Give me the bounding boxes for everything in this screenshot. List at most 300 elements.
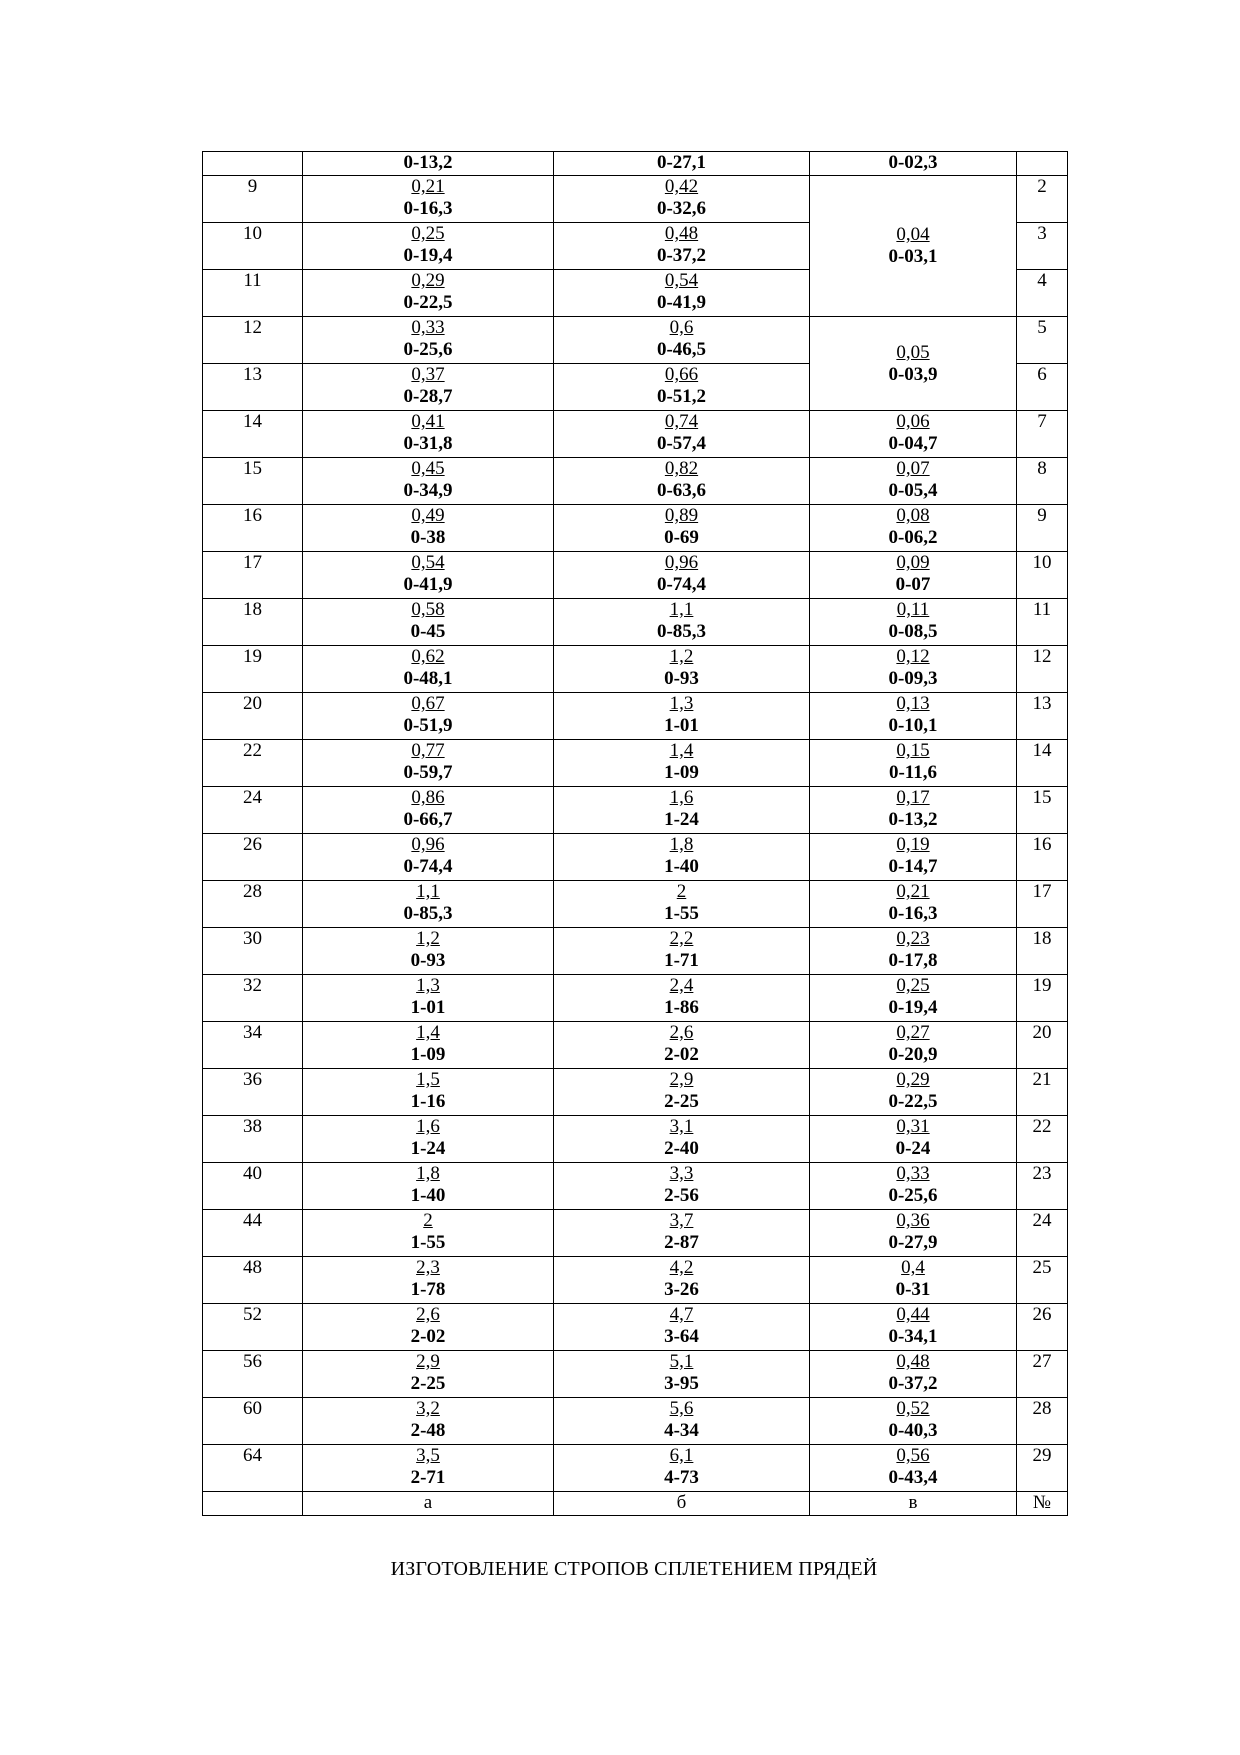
cell-value-underlined: 1,2 — [416, 928, 440, 949]
table-row — [203, 1304, 1068, 1351]
cell-value-underlined: 5,6 — [669, 1398, 694, 1419]
table-cell-diameter: 26 — [203, 834, 303, 881]
table-cell-a — [303, 458, 554, 505]
table-cell-diameter: 16 — [203, 505, 303, 552]
table-cell-number: 5 — [1017, 317, 1068, 364]
cell-value-underlined: 0,04 — [896, 224, 930, 245]
table-cell-v — [810, 834, 1017, 881]
table-row — [203, 693, 1068, 740]
table-cell-v — [810, 928, 1017, 975]
table-cell-number: 8 — [1017, 458, 1068, 505]
cell-value-underlined: 0,36 — [896, 1210, 930, 1231]
table-cell-diameter: 40 — [203, 1163, 303, 1210]
cell-value-bold: 0-28,7 — [403, 386, 453, 407]
cell-value-bold: 0-17,8 — [888, 950, 938, 971]
cell-value-underlined: 0,67 — [411, 693, 445, 714]
cell-value-underlined: 0,66 — [664, 364, 699, 385]
table-cell-a — [303, 1398, 554, 1445]
table-cell-number: 19 — [1017, 975, 1068, 1022]
column-label-number: № — [1017, 1492, 1068, 1516]
cell-value-underlined: 0,12 — [896, 646, 930, 667]
cell-value-bold: 1-16 — [410, 1091, 446, 1112]
cell-value-underlined: 0,49 — [411, 505, 445, 526]
cell-value-bold: 3-64 — [664, 1326, 699, 1347]
cell-value-bold: 0-41,9 — [656, 292, 707, 313]
table-row — [203, 1116, 1068, 1163]
cell-value-bold: 0-57,4 — [656, 433, 707, 454]
table-cell-b — [554, 458, 810, 505]
table-cell-b — [554, 975, 810, 1022]
cell-value-bold: 1-40 — [664, 856, 699, 877]
table-cell-v — [810, 1022, 1017, 1069]
table-cell-b — [554, 928, 810, 975]
cell-value-bold: 1-55 — [410, 1232, 446, 1253]
cell-value-bold: 0-59,7 — [403, 762, 453, 783]
cell-value-underlined: 0,37 — [411, 364, 445, 385]
table-row — [203, 834, 1068, 881]
cell-value-bold: 0-38 — [410, 527, 446, 548]
cell-value-underlined: 0,23 — [896, 928, 930, 949]
table-row — [203, 646, 1068, 693]
table-cell-a — [303, 646, 554, 693]
table-cell-number: 4 — [1017, 270, 1068, 317]
cell-value-underlined: 0,82 — [664, 458, 699, 479]
cell-value-bold: 0-08,5 — [888, 621, 938, 642]
cell-value-underlined: 3,7 — [669, 1210, 694, 1231]
cell-value-bold: 0-31,8 — [403, 433, 453, 454]
column-label-a: а — [303, 1492, 554, 1516]
column-label-v: в — [810, 1492, 1017, 1516]
table-cell-v — [810, 740, 1017, 787]
cell-value-bold: 0-74,4 — [403, 856, 453, 877]
table-cell-diameter: 36 — [203, 1069, 303, 1116]
table-row — [203, 928, 1068, 975]
cell-value-underlined: 0,29 — [896, 1069, 930, 1090]
cell-value-underlined: 2 — [676, 881, 687, 902]
table-cell-diameter: 12 — [203, 317, 303, 364]
cell-value-underlined: 0,89 — [664, 505, 699, 526]
table-cell-b — [554, 176, 810, 223]
cell-value-bold: 2-40 — [664, 1138, 699, 1159]
table-row — [203, 1210, 1068, 1257]
cell-value-bold: 0-07 — [895, 574, 931, 595]
table-cell-number: 10 — [1017, 552, 1068, 599]
cell-value-bold: 2-56 — [664, 1185, 699, 1206]
cell-value-bold: 0-16,3 — [888, 903, 938, 924]
cell-value-bold: 0-27,1 — [656, 152, 707, 173]
cell-value-bold: 0-74,4 — [656, 574, 707, 595]
cell-value-underlined: 3,1 — [669, 1116, 694, 1137]
table-cell-v-merged — [810, 317, 1017, 411]
table-cell-v — [810, 552, 1017, 599]
cell-value-bold: 2-02 — [664, 1044, 699, 1065]
table-cell-a — [303, 505, 554, 552]
table-cell-diameter: 48 — [203, 1257, 303, 1304]
cell-value-underlined: 0,09 — [896, 552, 930, 573]
table-cell-b — [554, 1304, 810, 1351]
cell-value-bold: 2-25 — [410, 1373, 446, 1394]
cell-value-underlined: 0,33 — [411, 317, 445, 338]
table-cell-a — [303, 1022, 554, 1069]
table-cell-diameter: 34 — [203, 1022, 303, 1069]
table-cell-number: 23 — [1017, 1163, 1068, 1210]
cell-value-underlined: 1,5 — [416, 1069, 440, 1090]
cell-value-bold: 1-09 — [410, 1044, 446, 1065]
cell-value-underlined: 0,25 — [411, 223, 445, 244]
rope-table — [202, 151, 1068, 1516]
table-cell-number: 17 — [1017, 881, 1068, 928]
table-cell-v — [810, 1257, 1017, 1304]
table-row — [203, 411, 1068, 458]
table-cell-v — [810, 1445, 1017, 1492]
cell-value-underlined: 1,2 — [669, 646, 694, 667]
table-cell-v — [810, 1116, 1017, 1163]
cell-value-bold: 0-69 — [664, 527, 699, 548]
table-cell-a — [303, 270, 554, 317]
cell-value-underlined: 0,54 — [411, 552, 445, 573]
table-cell-a — [303, 411, 554, 458]
table-cell-b — [554, 1022, 810, 1069]
cell-value-underlined: 0,41 — [411, 411, 445, 432]
cell-value-bold: 0-22,5 — [403, 292, 453, 313]
table-cell-a — [303, 1116, 554, 1163]
table-cell-b — [554, 411, 810, 458]
cell-value-underlined: 0,96 — [411, 834, 445, 855]
table-cell-diameter: 10 — [203, 223, 303, 270]
table-cell-v-merged — [810, 176, 1017, 317]
table-cell-diameter: 30 — [203, 928, 303, 975]
table-cell-number: 28 — [1017, 1398, 1068, 1445]
table-cell-a — [303, 740, 554, 787]
table-cell-a — [303, 223, 554, 270]
cell-value-bold: 0-93 — [410, 950, 446, 971]
cell-value-underlined: 3,3 — [669, 1163, 694, 1184]
cell-value-underlined: 1,1 — [669, 599, 694, 620]
table-cell-number: 29 — [1017, 1445, 1068, 1492]
cell-value-bold: 0-93 — [664, 668, 699, 689]
table-cell-b — [554, 270, 810, 317]
table-cell-v — [810, 975, 1017, 1022]
table-row — [203, 740, 1068, 787]
table-row — [203, 1257, 1068, 1304]
cell-value-underlined: 0,19 — [896, 834, 930, 855]
cell-value-underlined: 0,74 — [664, 411, 699, 432]
table-cell-diameter: 32 — [203, 975, 303, 1022]
table-cell-blank — [203, 1492, 303, 1516]
cell-value-underlined: 1,4 — [669, 740, 694, 761]
table-cell-v — [810, 1304, 1017, 1351]
table-row — [203, 458, 1068, 505]
cell-value-underlined: 0,54 — [664, 270, 699, 291]
table-cell-number: 6 — [1017, 364, 1068, 411]
table-cell-number: 15 — [1017, 787, 1068, 834]
table-cell-a — [303, 1304, 554, 1351]
cell-value-bold: 1-71 — [664, 950, 699, 971]
table-cell-b — [554, 646, 810, 693]
cell-value-underlined: 0,58 — [411, 599, 445, 620]
table-cell-b — [554, 1163, 810, 1210]
table-cell-v — [810, 1398, 1017, 1445]
table-cell-b — [554, 787, 810, 834]
table-cell-a — [303, 152, 554, 176]
cell-value-bold: 0-34,1 — [888, 1326, 938, 1347]
cell-value-bold: 0-63,6 — [656, 480, 707, 501]
cell-value-bold: 0-14,7 — [888, 856, 938, 877]
table-cell-a — [303, 928, 554, 975]
table-cell-number: 21 — [1017, 1069, 1068, 1116]
table-cell-b — [554, 1445, 810, 1492]
cell-value-bold: 0-66,7 — [403, 809, 453, 830]
cell-value-underlined: 1,1 — [416, 881, 440, 902]
table-cell-diameter: 52 — [203, 1304, 303, 1351]
table-row — [203, 552, 1068, 599]
table-cell-b — [554, 505, 810, 552]
cell-value-underlined: 2,9 — [669, 1069, 694, 1090]
table-cell-a — [303, 787, 554, 834]
table-cell-b — [554, 599, 810, 646]
cell-value-bold: 3-26 — [664, 1279, 699, 1300]
cell-value-bold: 4-34 — [664, 1420, 699, 1441]
table-row — [203, 1069, 1068, 1116]
table-cell-number: 22 — [1017, 1116, 1068, 1163]
table-cell-b — [554, 834, 810, 881]
cell-value-underlined: 0,21 — [411, 176, 445, 197]
cell-value-underlined: 0,45 — [411, 458, 445, 479]
cell-value-underlined: 0,48 — [664, 223, 699, 244]
table-cell-v — [810, 1210, 1017, 1257]
table-cell-b — [554, 693, 810, 740]
column-label-b: б — [554, 1492, 810, 1516]
cell-value-bold: 2-02 — [410, 1326, 446, 1347]
cell-value-bold: 0-20,9 — [888, 1044, 938, 1065]
cell-value-underlined: 0,29 — [411, 270, 445, 291]
table-cell-a — [303, 834, 554, 881]
cell-value-underlined: 0,08 — [896, 505, 930, 526]
cell-value-underlined: 3,2 — [416, 1398, 440, 1419]
table-cell-number: 12 — [1017, 646, 1068, 693]
table-cell-diameter: 56 — [203, 1351, 303, 1398]
table-cell-b — [554, 1210, 810, 1257]
table-row — [203, 599, 1068, 646]
cell-value-bold: 0-03,1 — [888, 246, 938, 267]
cell-value-underlined: 0,56 — [896, 1445, 930, 1466]
table-cell-diameter: 44 — [203, 1210, 303, 1257]
cell-value-bold: 1-09 — [664, 762, 699, 783]
table-cell-b — [554, 152, 810, 176]
cell-value-bold: 2-48 — [410, 1420, 446, 1441]
cell-value-underlined: 0,6 — [669, 317, 694, 338]
cell-value-bold: 1-01 — [410, 997, 446, 1018]
table-cell-number: 24 — [1017, 1210, 1068, 1257]
cell-value-underlined: 0,17 — [896, 787, 930, 808]
cell-value-underlined: 0,62 — [411, 646, 445, 667]
table-cell-b — [554, 881, 810, 928]
cell-value-underlined: 4,2 — [669, 1257, 694, 1278]
table-cell-a — [303, 1257, 554, 1304]
cell-value-underlined: 0,21 — [896, 881, 930, 902]
table-cell-a — [303, 599, 554, 646]
cell-value-bold: 2-25 — [664, 1091, 699, 1112]
table-cell-v — [810, 505, 1017, 552]
cell-value-bold: 0-06,2 — [888, 527, 938, 548]
table-row — [203, 505, 1068, 552]
table-row — [203, 1163, 1068, 1210]
cell-value-bold: 0-02,3 — [888, 152, 938, 173]
table-cell-diameter: 24 — [203, 787, 303, 834]
cell-value-underlined: 1,4 — [416, 1022, 440, 1043]
table-cell-diameter: 28 — [203, 881, 303, 928]
table-row — [203, 176, 1068, 223]
table-cell-b — [554, 223, 810, 270]
table-cell-a — [303, 552, 554, 599]
cell-value-bold: 0-25,6 — [888, 1185, 938, 1206]
cell-value-underlined: 4,7 — [669, 1304, 694, 1325]
cell-value-underlined: 0,33 — [896, 1163, 930, 1184]
cell-value-underlined: 0,25 — [896, 975, 930, 996]
table-cell-diameter: 19 — [203, 646, 303, 693]
table-cell-v — [810, 787, 1017, 834]
cell-value-bold: 0-31 — [895, 1279, 931, 1300]
table-cell-number: 26 — [1017, 1304, 1068, 1351]
cell-value-underlined: 0,13 — [896, 693, 930, 714]
cell-value-bold: 0-24 — [895, 1138, 931, 1159]
cell-value-underlined: 0,27 — [896, 1022, 930, 1043]
table-cell-diameter: 38 — [203, 1116, 303, 1163]
table-cell-diameter: 64 — [203, 1445, 303, 1492]
table-row-first — [203, 152, 1068, 176]
cell-value-underlined: 0,96 — [664, 552, 699, 573]
cell-value-bold: 0-19,4 — [403, 245, 453, 266]
cell-value-bold: 0-41,9 — [403, 574, 453, 595]
cell-value-bold: 0-32,6 — [656, 198, 707, 219]
cell-value-bold: 0-48,1 — [403, 668, 453, 689]
table-cell-b — [554, 740, 810, 787]
table-cell-diameter: 22 — [203, 740, 303, 787]
table-cell-diameter: 18 — [203, 599, 303, 646]
table-row — [203, 1398, 1068, 1445]
cell-value-bold: 4-73 — [664, 1467, 699, 1488]
cell-value-bold: 0-85,3 — [403, 903, 453, 924]
table-cell-v — [810, 152, 1017, 176]
table-cell-diameter: 15 — [203, 458, 303, 505]
cell-value-bold: 0-51,9 — [403, 715, 453, 736]
cell-value-bold: 1-55 — [664, 903, 699, 924]
cell-value-underlined: 1,3 — [669, 693, 694, 714]
cell-value-underlined: 2 — [423, 1210, 433, 1231]
table-row — [203, 1022, 1068, 1069]
table-cell-v — [810, 1069, 1017, 1116]
cell-value-underlined: 3,5 — [416, 1445, 440, 1466]
cell-value-bold: 0-11,6 — [888, 762, 938, 783]
table-cell-blank — [203, 152, 303, 176]
cell-value-underlined: 0,11 — [896, 599, 930, 620]
table-cell-number: 16 — [1017, 834, 1068, 881]
cell-value-underlined: 2,9 — [416, 1351, 440, 1372]
table-cell-number: 9 — [1017, 505, 1068, 552]
table-cell-number: 18 — [1017, 928, 1068, 975]
table-cell-v — [810, 599, 1017, 646]
table-cell-a — [303, 317, 554, 364]
cell-value-bold: 0-13,2 — [403, 152, 453, 173]
cell-value-underlined: 0,07 — [896, 458, 930, 479]
table-cell-number: 20 — [1017, 1022, 1068, 1069]
table-cell-a — [303, 1445, 554, 1492]
cell-value-underlined: 2,2 — [669, 928, 694, 949]
cell-value-bold: 0-51,2 — [656, 386, 707, 407]
table-cell-v — [810, 458, 1017, 505]
table-cell-diameter: 17 — [203, 552, 303, 599]
table-cell-v — [810, 1163, 1017, 1210]
cell-value-underlined: 2,4 — [669, 975, 694, 996]
cell-value-bold: 0-22,5 — [888, 1091, 938, 1112]
table-cell-b — [554, 1257, 810, 1304]
page-caption: ИЗГОТОВЛЕНИЕ СТРОПОВ СПЛЕТЕНИЕМ ПРЯДЕЙ — [390, 1558, 878, 1580]
table-row — [203, 1445, 1068, 1492]
table-cell-a — [303, 693, 554, 740]
table-row — [203, 317, 1068, 364]
cell-value-underlined: 0,4 — [901, 1257, 925, 1278]
cell-value-underlined: 0,05 — [896, 341, 930, 363]
cell-value-underlined: 0,52 — [896, 1398, 930, 1419]
cell-value-underlined: 1,8 — [669, 834, 694, 855]
cell-value-bold: 1-24 — [410, 1138, 446, 1159]
table-cell-number: 27 — [1017, 1351, 1068, 1398]
table-row — [203, 787, 1068, 834]
table-cell-diameter: 13 — [203, 364, 303, 411]
cell-value-underlined: 0,06 — [896, 411, 930, 432]
table-cell-number: 2 — [1017, 176, 1068, 223]
table-row-column-labels — [203, 1492, 1068, 1516]
cell-value-bold: 1-01 — [664, 715, 699, 736]
cell-value-bold: 0-85,3 — [656, 621, 707, 642]
table-cell-number: 11 — [1017, 599, 1068, 646]
cell-value-bold: 1-40 — [410, 1185, 446, 1206]
cell-value-underlined: 1,6 — [669, 787, 694, 808]
table-cell-number: 25 — [1017, 1257, 1068, 1304]
table-cell-diameter: 11 — [203, 270, 303, 317]
cell-value-underlined: 5,1 — [669, 1351, 694, 1372]
cell-value-bold: 0-04,7 — [888, 433, 938, 454]
table-cell-a — [303, 975, 554, 1022]
cell-value-bold: 0-19,4 — [888, 997, 938, 1018]
cell-value-bold: 0-37,2 — [656, 245, 707, 266]
table-cell-b — [554, 1116, 810, 1163]
table-cell-a — [303, 1069, 554, 1116]
table-cell-a — [303, 1210, 554, 1257]
table-row — [203, 881, 1068, 928]
cell-value-bold: 0-37,2 — [888, 1373, 938, 1394]
cell-value-bold: 0-46,5 — [656, 339, 707, 360]
table-cell-v — [810, 693, 1017, 740]
table-cell-b — [554, 1351, 810, 1398]
cell-value-underlined: 0,42 — [664, 176, 699, 197]
cell-value-underlined: 0,77 — [411, 740, 445, 761]
cell-value-bold: 0-09,3 — [888, 668, 938, 689]
cell-value-bold: 1-86 — [664, 997, 699, 1018]
cell-value-bold: 0-34,9 — [403, 480, 453, 501]
cell-value-underlined: 1,8 — [416, 1163, 440, 1184]
table-cell-diameter: 14 — [203, 411, 303, 458]
cell-value-underlined: 0,48 — [896, 1351, 930, 1372]
cell-value-underlined: 6,1 — [669, 1445, 694, 1466]
table-cell-a — [303, 176, 554, 223]
cell-value-underlined: 1,6 — [416, 1116, 440, 1137]
cell-value-underlined: 2,3 — [416, 1257, 440, 1278]
table-cell-a — [303, 881, 554, 928]
cell-value-bold: 2-87 — [664, 1232, 699, 1253]
table-cell-diameter: 20 — [203, 693, 303, 740]
cell-value-bold: 3-95 — [664, 1373, 699, 1394]
